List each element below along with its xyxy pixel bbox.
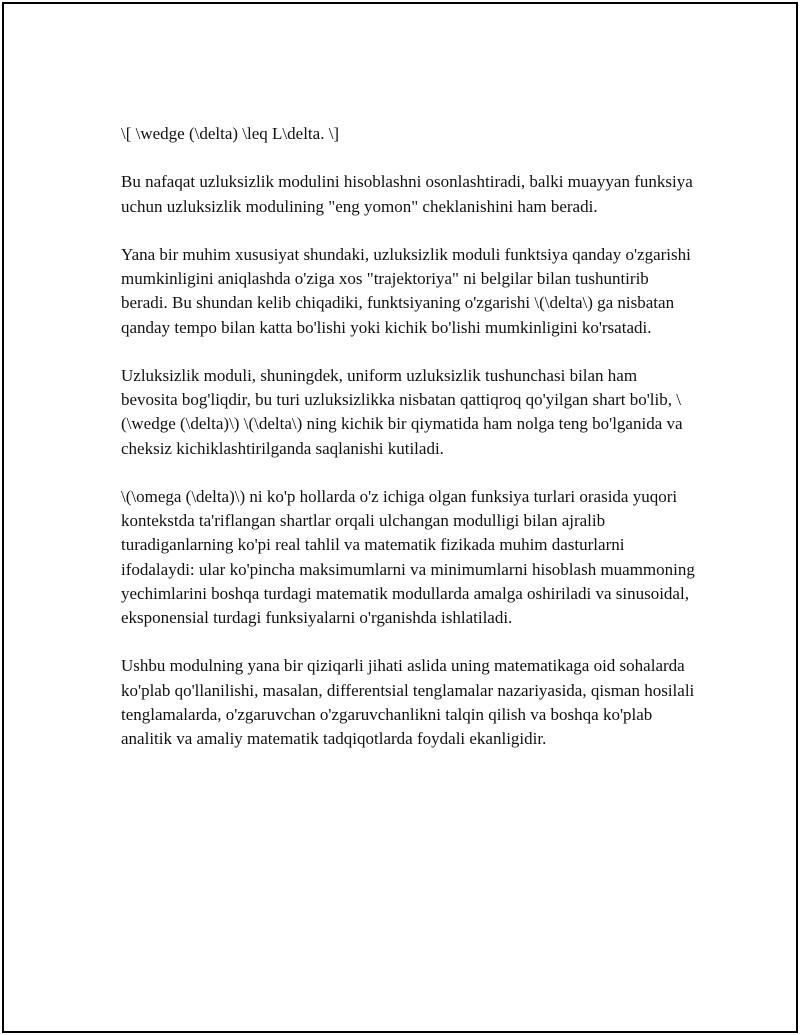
page-frame: [2, 2, 798, 1033]
paragraph-1: Bu nafaqat uzluksizlik modulini hisoblashni osonlashtiradi, balki muayyan funksiya uchun uzluksizlik modulining "eng yomon" cheklanishini ham beradi.: [121, 172, 693, 216]
paragraph-4: \(\omega (\delta)\) ni ko'p hollarda o'z ichiga olgan funksiya turlari orasida yuqori kontekstda ta'riflangan shartlar orqali ulchangan modulligi bilan ajralib turadiganlarning ko'pi real tahlil va matematik fizikada muhim dasturlarni ifodalaydi: ular ko'pincha maksimumlarni va minimumlarni hisoblash muammoning yechimlarini boshqa turdagi matematik modullarda amalga oshiriladi va sinusoidal, eksponensial turdagi funksiyalarni o'rganishda ishlatiladi.: [121, 486, 695, 627]
formula-line: \[ \wedge (\delta) \leq L\delta. \]: [121, 124, 340, 143]
paragraph-5: Ushbu modulning yana bir qiziqarli jihati aslida uning matematikaga oid sohalarda ko'plab qo'llanilishi, masalan, differentsial tenglamalar nazariyasida, qisman hosilali tenglamalarda, o'zgaruvchan o'zgaruvchanlikni talqin qilish va boshqa ko'plab analitik va amaliy matematik tadqiqotlarda foydali ekanligidir.: [121, 656, 695, 748]
paragraph-3: Uzluksizlik moduli, shuningdek, uniform uzluksizlik tushunchasi bilan ham bevosita bog'liqdir, bu turi uzluksizlikka nisbatan qattiqroq qo'yilgan shart bo'lib, \(\wedge (\delta)\) \(\delta\) ning kichik bir qiymatida ham nolga teng bo'lganida va cheksiz kichiklashtirilganda saqlanishi kutiladi.: [121, 365, 683, 458]
paragraph-2: Yana bir muhim xususiyat shundaki, uzluksizlik moduli funktsiya qanday o'zgarishi mumkinligini aniqlashda o'ziga xos "trajektoriya" ni belgilar bilan tushuntirib beradi. Bu shundan kelib chiqadiki, funktsiyaning o'zgarishi \(\delta\) ga nisbatan qanday tempo bilan katta bo'lishi yoki kichik bo'lishi mumkinligini ko'rsatadi.: [121, 244, 691, 337]
document-body: [121, 122, 696, 775]
